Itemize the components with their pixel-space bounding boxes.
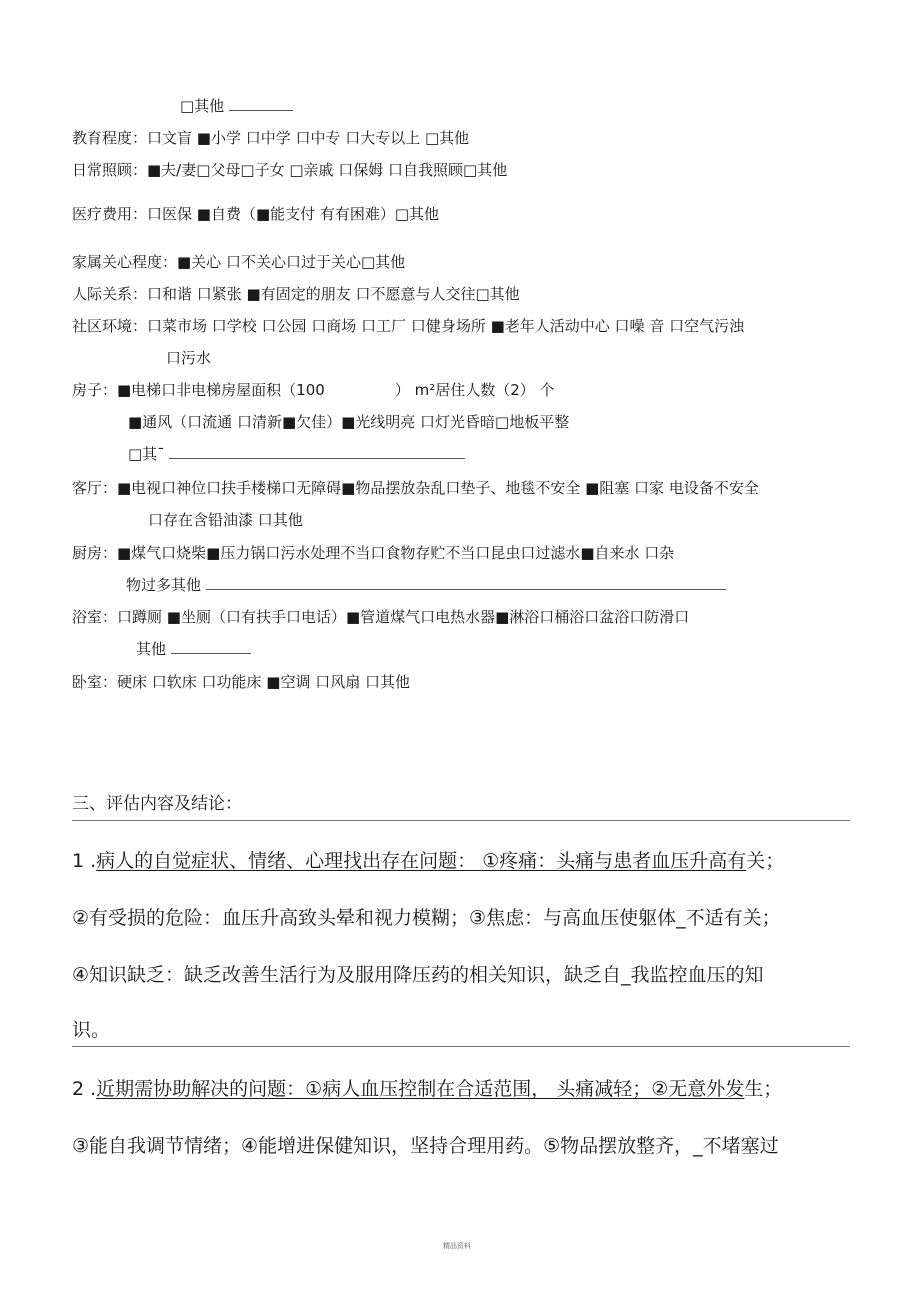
medical-cost-line: 医疗费用：口医保 ■自费（■能支付 有有困难）□其他 <box>72 205 440 223</box>
item2-line1: 2 .近期需协助解决的问题：①病人血压控制在合适范围， 头痛减轻；②无意外发生； <box>72 1078 783 1100</box>
blank-field <box>171 639 251 654</box>
item1-line3: ④知识缺乏：缺乏改善生活行为及服用降压药的相关知识，缺乏自_我监控血压的知 <box>72 964 764 986</box>
item1-line4: 识。 <box>72 1019 111 1041</box>
item1-line2: ②有受损的危险：血压升高致头晕和视力模糊；③焦虑：与高血压使躯体_不适有关； <box>72 907 781 929</box>
community-line: 社区环境：口菜市场 口学校 口公园 口商场 口工厂 口健身场所 ■老年人活动中心 口噪 音 口空气污浊 <box>72 317 745 335</box>
kitchen-line: 厨房：■煤气口烧柴■压力锅口污水处理不当口食物存贮不当口昆虫口过滤水■自来水 口杂 <box>72 544 675 562</box>
bathroom-cont-line: 其他 <box>136 639 251 659</box>
bedroom-line: 卧室：硬床 口软床 口功能床 ■空调 口风扇 口其他 <box>72 673 411 691</box>
item1-line1: 1 .病人的自觉症状、情绪、心理找出存在问题： ①疼痛：头痛与患者血压升高有关； <box>72 850 785 872</box>
other-line: □其他 <box>180 96 293 116</box>
house-other-line: □其ˉ <box>128 444 465 464</box>
footer-text: 精品资料 <box>443 1242 471 1250</box>
kitchen-cont-line: 物过多其他 <box>126 575 726 595</box>
ventilation-line: ■通风（口流通 口清新■欠佳）■光线明亮 口灯光昏暗□地板平整 <box>128 413 570 431</box>
blank-field <box>206 575 726 590</box>
daily-care-line: 日常照顾：■夫/妻□父母□子女 □亲戚 口保姆 口自我照顾□其他 <box>72 161 508 179</box>
house-line: 房子：■电梯口非电梯房屋面积（100 ） m²居住人数（2） 个 <box>72 381 555 399</box>
community-cont-line: 口污水 <box>166 349 212 367</box>
relationships-line: 人际关系：口和谐 口紧张 ■有固定的朋友 口不愿意与人交往□其他 <box>72 285 520 303</box>
bathroom-line: 浴室：口蹲厕 ■坐厕（口有扶手口电话）■管道煤气口电热水器■淋浴口桶浴口盆浴口防滑口 <box>72 608 690 626</box>
family-care-line: 家属关心程度：■关心 口不关心口过于关心□其他 <box>72 253 406 271</box>
divider <box>72 1046 850 1047</box>
blank-field <box>169 444 465 459</box>
living-room-line: 客厅：■电视口神位口扶手楼梯口无障碍■物品摆放杂乱口垫子、地毯不安全 ■阻塞 口家 电设备不安全 <box>72 479 759 497</box>
education-line: 教育程度：口文盲 ■小学 口中学 口中专 口大专以上 □其他 <box>72 129 470 147</box>
living-room-cont-line: 口存在含铅油漆 口其他 <box>148 511 303 529</box>
item2-line2: ③能自我调节情绪；④能增进保健知识，坚持合理用药。⑤物品摆放整齐，_不堵塞过 <box>72 1135 779 1157</box>
divider <box>72 820 850 821</box>
blank-field <box>229 96 293 111</box>
section-title: 三、评估内容及结论： <box>72 794 242 814</box>
